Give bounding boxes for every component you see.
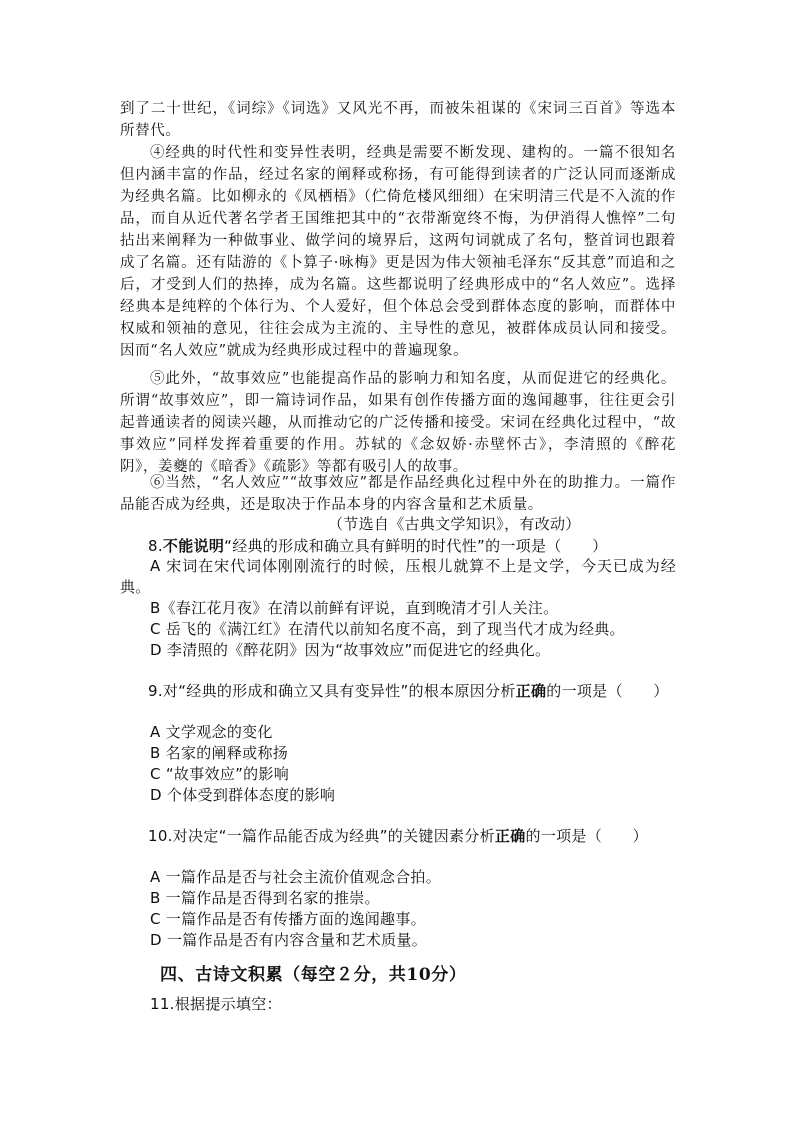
question-8-emphasis: 不能说明 [162, 537, 225, 555]
question-9-option-d[interactable]: D 个体受到群体态度的影响 [150, 786, 336, 804]
question-9-option-b[interactable]: B 名家的阐释或称扬 [150, 744, 289, 762]
question-10 [120, 826, 676, 847]
passage-paragraph-6: ⑥当然，“名人效应”“故事效应”都是作品经典化过程中外在的助推力。一篇作品能否成为经典，还是取决于作品本身的内容含量和艺术质量。 [120, 475, 676, 513]
passage-paragraph-4: ④经典的时代性和变异性表明，经典是需要不断发现、建构的。一篇不很知名但内涵丰富的作品，经过名家的阐释或称扬，有可能得到读者的广泛认同而逐渐成为经典名篇。比如柳永的《凤栖梧》（伫倚危楼风细细）在宋明清三代是不入流的作品，而自从近代著名学者王国维把其中的“衣带渐宽终不悔，为伊消得人憔悴”二句拈出来阐释为一种做事业、做学问的境界后，这两句词就成了名句，整首词也跟着成了名篇。还有陆游的《卜算子·咏梅》更是因为伟大领袖毛泽东“反其意”而追和之后，才受到人们的热捧，成为名篇。这些都说明了经典形成中的“名人效应”。选择经典本是纯粹的个体行为、个人爱好，但个体总会受到群体态度的影响，而群体中权威和领袖的意见，往往会成为主流的、主导性的意见，被群体成员认同和接受。因而“名人效应”就成为经典形成过程中的普遍现象。 [120, 145, 676, 359]
section-4-heading: 四、古诗文积累（每空２分，共10分） [160, 965, 467, 985]
question-9-stem-end: 的一项是（ ） [546, 682, 669, 700]
question-8-stem: “经典的形成和确立具有鲜明的时代性”的一项是（ ） [224, 537, 608, 555]
question-10-option-d[interactable]: D 一篇作品是否有内容含量和艺术质量。 [150, 931, 428, 949]
passage-paragraph-continuation: 到了二十世纪，《词综》《词选》又风光不再，而被朱祖谋的《宋词三百首》等选本所替代。 [120, 101, 676, 139]
question-8-option-d[interactable]: D 李清照的《醉花阴》因为“故事效应”而促进它的经典化。 [150, 641, 551, 659]
question-10-emphasis: 正确 [494, 827, 526, 845]
question-10-option-b[interactable]: B 一篇作品是否得到名家的推崇。 [150, 889, 380, 907]
question-9-emphasis: 正确 [515, 682, 547, 700]
question-8-option-c[interactable]: C 岳飞的《满江红》在清代以前知名度不高，到了现当代才成为经典。 [150, 620, 625, 638]
question-10-option-a[interactable]: A 一篇作品是否与社会主流价值观念合拍。 [150, 868, 442, 886]
question-9 [120, 681, 676, 702]
question-8 [120, 536, 676, 557]
question-9-option-a[interactable]: A 文学观念的变化 [150, 723, 273, 741]
question-8-option-a[interactable]: A 宋词在宋代词体刚刚流行的时候，压根儿就算不上是文学，今天已成为经典。 [120, 557, 676, 596]
question-8-number: 8. [148, 537, 163, 555]
question-10-stem-end: 的一项是（ ） [525, 827, 648, 845]
question-9-stem: 9.对“经典的形成和确立又具有变异性”的根本原因分析 [148, 682, 516, 700]
passage-source: （节选自《古典文学知识》，有改动） [328, 515, 581, 533]
passage-paragraph-5: ⑤此外，“故事效应”也能提高作品的影响力和知名度，从而促进它的经典化。所谓“故事效应”，即一篇诗词作品，如果有创作传播方面的逸闻趣事，往往更会引起普通读者的阅读兴趣，从而推动它的广泛传播和接受。宋词在经典化过程中，“故事效应”同样发挥着重要的作用。苏轼的《念奴娇·赤壁怀古》，李清照的《醉花阴》，姜夔的《暗香》《疏影》等都有吸引人的故事。 [120, 371, 676, 475]
question-8-option-b[interactable]: B《春江花月夜》在清以前鲜有评说，直到晚清才引人关注。 [150, 599, 559, 617]
question-10-stem: 10.对决定“一篇作品能否成为经典”的关键因素分析 [148, 827, 495, 845]
question-11: 11.根据提示填空： [150, 995, 282, 1013]
question-10-option-c[interactable]: C 一篇作品是否有传播方面的逸闻趣事。 [150, 910, 426, 928]
question-9-option-c[interactable]: C “故事效应”的影响 [150, 765, 290, 783]
